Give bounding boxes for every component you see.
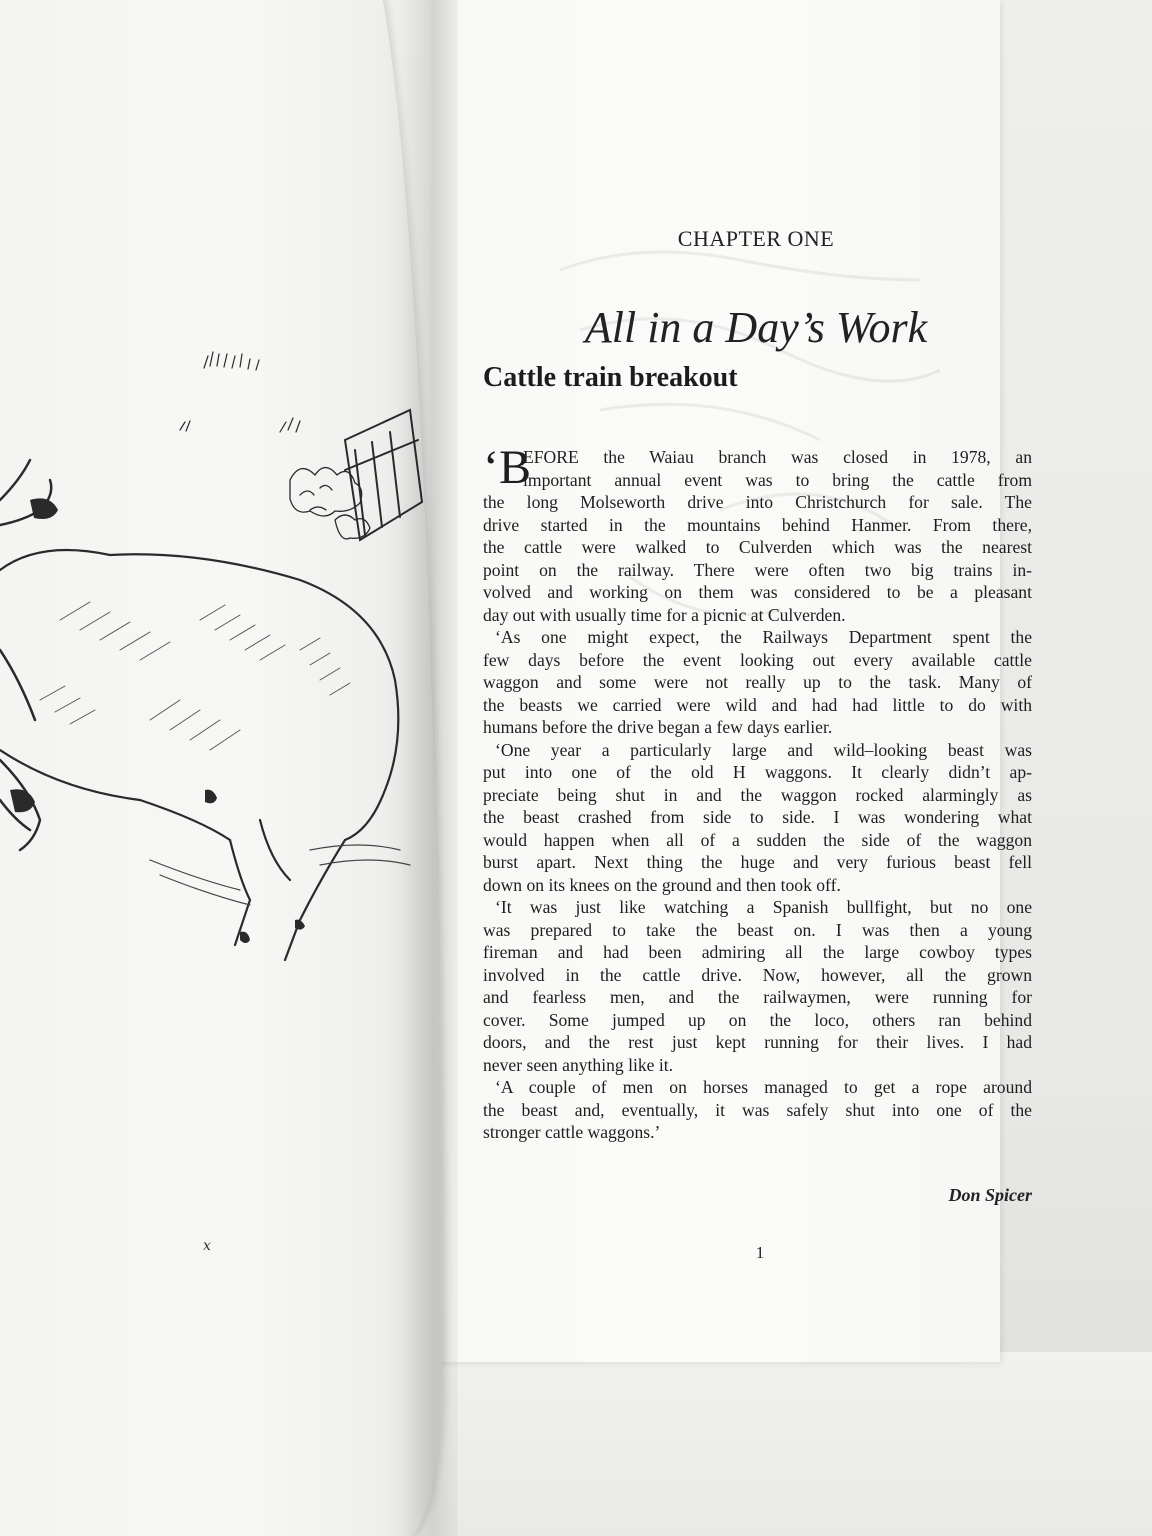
paragraph	[483, 626, 1032, 739]
text-line: waggon and some were not really up to the task. Many of	[483, 672, 1032, 692]
text-line: drive started in the mountains behind Hanmer. From there,	[483, 514, 1032, 535]
author-attribution: Don Spicer	[948, 1185, 1032, 1205]
text-line: was prepared to take the beast on. I was then a young	[483, 919, 1032, 940]
drop-cap: ‘B	[483, 441, 531, 494]
text-line: preciate being shut in and the waggon rocked alarmingly as	[483, 784, 1032, 805]
text-line: and fearless men, and the railwaymen, were running for	[483, 987, 1032, 1007]
cattle-illustration	[0, 320, 440, 1020]
text-line: the beasts we carried were wild and had had little to do with	[483, 694, 1032, 715]
text-line: would happen when all of a sudden the side of the waggon	[483, 829, 1032, 850]
text-line: important annual event was to bring the cattle from	[523, 469, 1032, 490]
text-line: ‘It was just like watching a Spanish bullfight, but no one	[495, 897, 1032, 917]
text-line: the beast crashed from side to side. I was wondering what	[483, 807, 1032, 827]
text-line: ‘A couple of men on horses managed to get a rope around	[495, 1077, 1032, 1097]
body-text	[483, 441, 1032, 1144]
text-line: down on its knees on the ground and then took off.	[483, 874, 841, 895]
page-number: 1	[755, 1243, 765, 1262]
text-line: involved in the cattle drive. Now, however, all the grown	[483, 964, 1032, 985]
text-line: the cattle were walked to Culverden which was the nearest	[483, 537, 1032, 557]
paragraph	[483, 1076, 1032, 1144]
text-line: never seen anything like it.	[483, 1054, 674, 1075]
text-line: the long Molseworth drive into Christchurch for sale. The	[483, 492, 1032, 512]
text-line: burst apart. Next thing the huge and very furious beast fell	[483, 852, 1032, 872]
paragraph	[483, 896, 1032, 1076]
text-line: day out with usually time for a picnic at Culverden.	[483, 604, 846, 625]
text-line: volved and working on them was considered to be a pleasant	[483, 582, 1032, 602]
text-line: ‘As one might expect, the Railways Department spent the	[495, 627, 1032, 647]
text-line: humans before the drive began a few days earlier.	[483, 717, 833, 737]
text-line: cover. Some jumped up on the loco, others ran behind	[483, 1009, 1032, 1030]
chapter-title: All in a Day’s Work	[584, 303, 928, 352]
chapter-label: CHAPTER ONE	[677, 226, 835, 251]
paragraph	[483, 739, 1032, 897]
text-line: put into one of the old H waggons. It clearly didn’t ap-	[483, 762, 1032, 782]
text-line: doors, and the rest just kept running for their lives. I had	[483, 1032, 1032, 1052]
text-line: ‘B EFORE the Waiau branch was closed in 1978, an	[483, 441, 1032, 494]
text-line: stronger cattle waggons.’	[483, 1122, 661, 1142]
text-line: fireman and had been admiring all the large cowboy types	[483, 942, 1032, 962]
text-line: few days before the event looking out every available cattle	[483, 649, 1032, 670]
text-line: ‘One year a particularly large and wild–looking beast was	[495, 739, 1032, 760]
paragraph	[483, 441, 1032, 626]
text-line: the beast and, eventually, it was safely shut into one of the	[483, 1099, 1032, 1120]
left-page-folio: x	[203, 1238, 211, 1254]
text-line: point on the railway. There were often two big trains in-	[483, 559, 1032, 580]
section-heading: Cattle train breakout	[483, 362, 738, 393]
